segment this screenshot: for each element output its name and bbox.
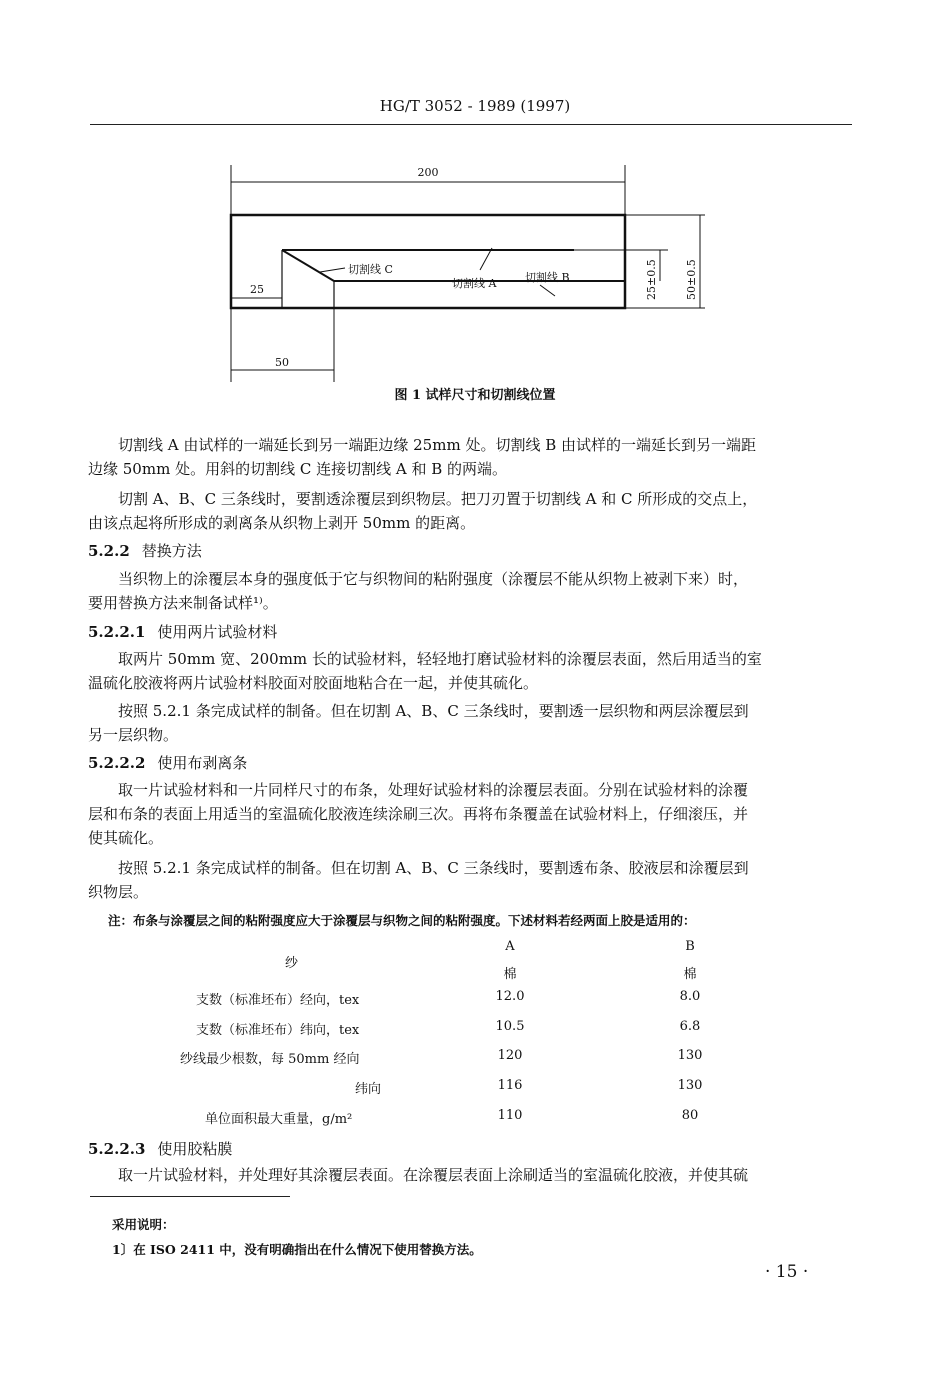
section-heading-5-2-2-2: 5.2.2.2 使用布剥离条 [88, 754, 248, 772]
table-cell-a: 110 [497, 1108, 523, 1123]
section-heading-5-2-2-3: 5.2.2.3 使用胶粘膜 [88, 1140, 233, 1158]
section-heading-5-2-2-1: 5.2.2.1 使用两片试验材料 [88, 623, 278, 641]
table-cell-b: 80 [681, 1108, 699, 1123]
paragraph-line: 温硫化胶液将两片试验材料胶面对胶面地粘合在一起，并使其硫化。 [88, 674, 539, 692]
paragraph-line: 切割线 A 由试样的一端延长到另一端距边缘 25mm 处。切割线 B 由试样的一端延长到另一端距 [118, 436, 757, 454]
table-col-b: B [685, 939, 695, 954]
table-col-a-sub: 棉 [503, 967, 517, 982]
footnote-rule [90, 1196, 290, 1197]
leader-c [320, 268, 345, 272]
paragraph-line: 按照 5.2.1 条完成试样的制备。但在切割 A、B、C 三条线时，要割透布条、胶液层和涂覆层到 [118, 859, 749, 877]
table-row-label: 纬向 [355, 1082, 382, 1097]
paragraph-two-pieces-prep [88, 699, 853, 747]
paragraph-adhesive-film [88, 1163, 853, 1187]
table-cell-a: 12.0 [495, 989, 525, 1004]
paragraph-line: 边缘 50mm 处。用斜的切割线 C 连接切割线 A 和 B 的两端。 [88, 460, 508, 478]
page-number: · 15 · [765, 1262, 809, 1282]
paragraph-line: 使其硫化。 [88, 829, 164, 847]
dim-50-label: 50 [275, 356, 289, 369]
specimen-outline [231, 215, 625, 308]
paragraph-cloth-strip-prep [88, 856, 853, 904]
dim-height-inner-label: 25±0.5 [645, 259, 658, 300]
table-cell-a: 120 [497, 1048, 523, 1063]
dim-200-label: 200 [417, 166, 439, 179]
section-heading-5-2-2: 5.2.2 替换方法 [88, 542, 202, 560]
paragraph-cut-lines [88, 433, 853, 481]
note: 注：布条与涂覆层之间的粘附强度应大于涂覆层与织物之间的粘附强度。下述材料若经两面上胶是适用的： [108, 913, 696, 928]
dim-height-outer-label: 50±0.5 [685, 259, 698, 300]
paragraph-cloth-strip [88, 778, 853, 850]
paragraph-line: 层和布条的表面上用适当的室温硫化胶液连续涂刷三次。再将布条覆盖在试验材料上，仔细滚压，并 [88, 805, 749, 823]
paragraph-line: 取一片试验材料，并处理好其涂覆层表面。在涂覆层表面上涂刷适当的室温硫化胶液，并使其硫 [118, 1166, 749, 1184]
paragraph-alternative [88, 567, 853, 615]
leader-a [480, 248, 492, 270]
paragraph-two-pieces [88, 647, 853, 695]
table-cell-b: 130 [677, 1078, 703, 1093]
paragraph-cutting [88, 487, 853, 535]
table-row-label: 纱线最少根数，每 50mm 经向 [180, 1052, 360, 1067]
dim-25-label: 25 [250, 283, 264, 296]
paragraph-line: 另一层织物。 [88, 726, 179, 744]
table-col-b-sub: 棉 [683, 967, 697, 982]
label-cut-c: 切割线 C [348, 263, 393, 276]
paragraph-line: 按照 5.2.1 条完成试样的制备。但在切割 A、B、C 三条线时，要割透一层织物和两层涂覆层到 [118, 702, 749, 720]
footnote-text: 1〕在 ISO 2411 中，没有明确指出在什么情况下使用替换方法。 [112, 1242, 482, 1257]
cut-line-c [282, 250, 334, 281]
paragraph-line: 织物层。 [88, 883, 149, 901]
label-cut-a: 切割线 A [452, 277, 497, 290]
table-row-label: 单位面积最大重量，g/m² [205, 1112, 353, 1127]
paragraph-line: 取一片试验材料和一片同样尺寸的布条，处理好试验材料的涂覆层表面。分别在试验材料的涂覆 [118, 781, 749, 799]
paragraph-line: 当织物上的涂覆层本身的强度低于它与织物间的粘附强度（涂覆层不能从织物上被剥下来）时， [118, 570, 749, 588]
leader-b [540, 285, 555, 296]
label-cut-b: 切割线 B [525, 271, 570, 284]
table-row-label: 支数（标准坯布）纬向，tex [196, 1023, 360, 1038]
footnote-title: 采用说明： [112, 1217, 175, 1232]
paragraph-line: 切割 A、B、C 三条线时，要割透涂覆层到织物层。把刀刃置于切割线 A 和 C 所形成的交点上， [118, 490, 758, 508]
table-row-label: 支数（标准坯布）经向，tex [196, 993, 360, 1008]
paragraph-line: 由该点起将所形成的剥离条从织物上剥开 50mm 的距离。 [88, 514, 476, 532]
table-header-yarn: 纱 [285, 956, 299, 971]
table-cell-b: 130 [677, 1048, 703, 1063]
table-cell-b: 8.0 [679, 989, 701, 1004]
table-cell-b: 6.8 [679, 1019, 701, 1034]
table-cell-a: 10.5 [495, 1019, 525, 1034]
paragraph-line: 要用替换方法来制备试样¹⁾。 [88, 594, 278, 612]
figure-caption: 图 1 试样尺寸和切割线位置 [394, 388, 556, 403]
page-header: HG/T 3052 - 1989 (1997) [379, 97, 571, 115]
specimen-figure [0, 0, 950, 400]
table-cell-a: 116 [497, 1078, 523, 1093]
table-col-a: A [505, 939, 515, 954]
paragraph-line: 取两片 50mm 宽、200mm 长的试验材料，轻轻地打磨试验材料的涂覆层表面，然后用适当的室 [118, 650, 762, 668]
